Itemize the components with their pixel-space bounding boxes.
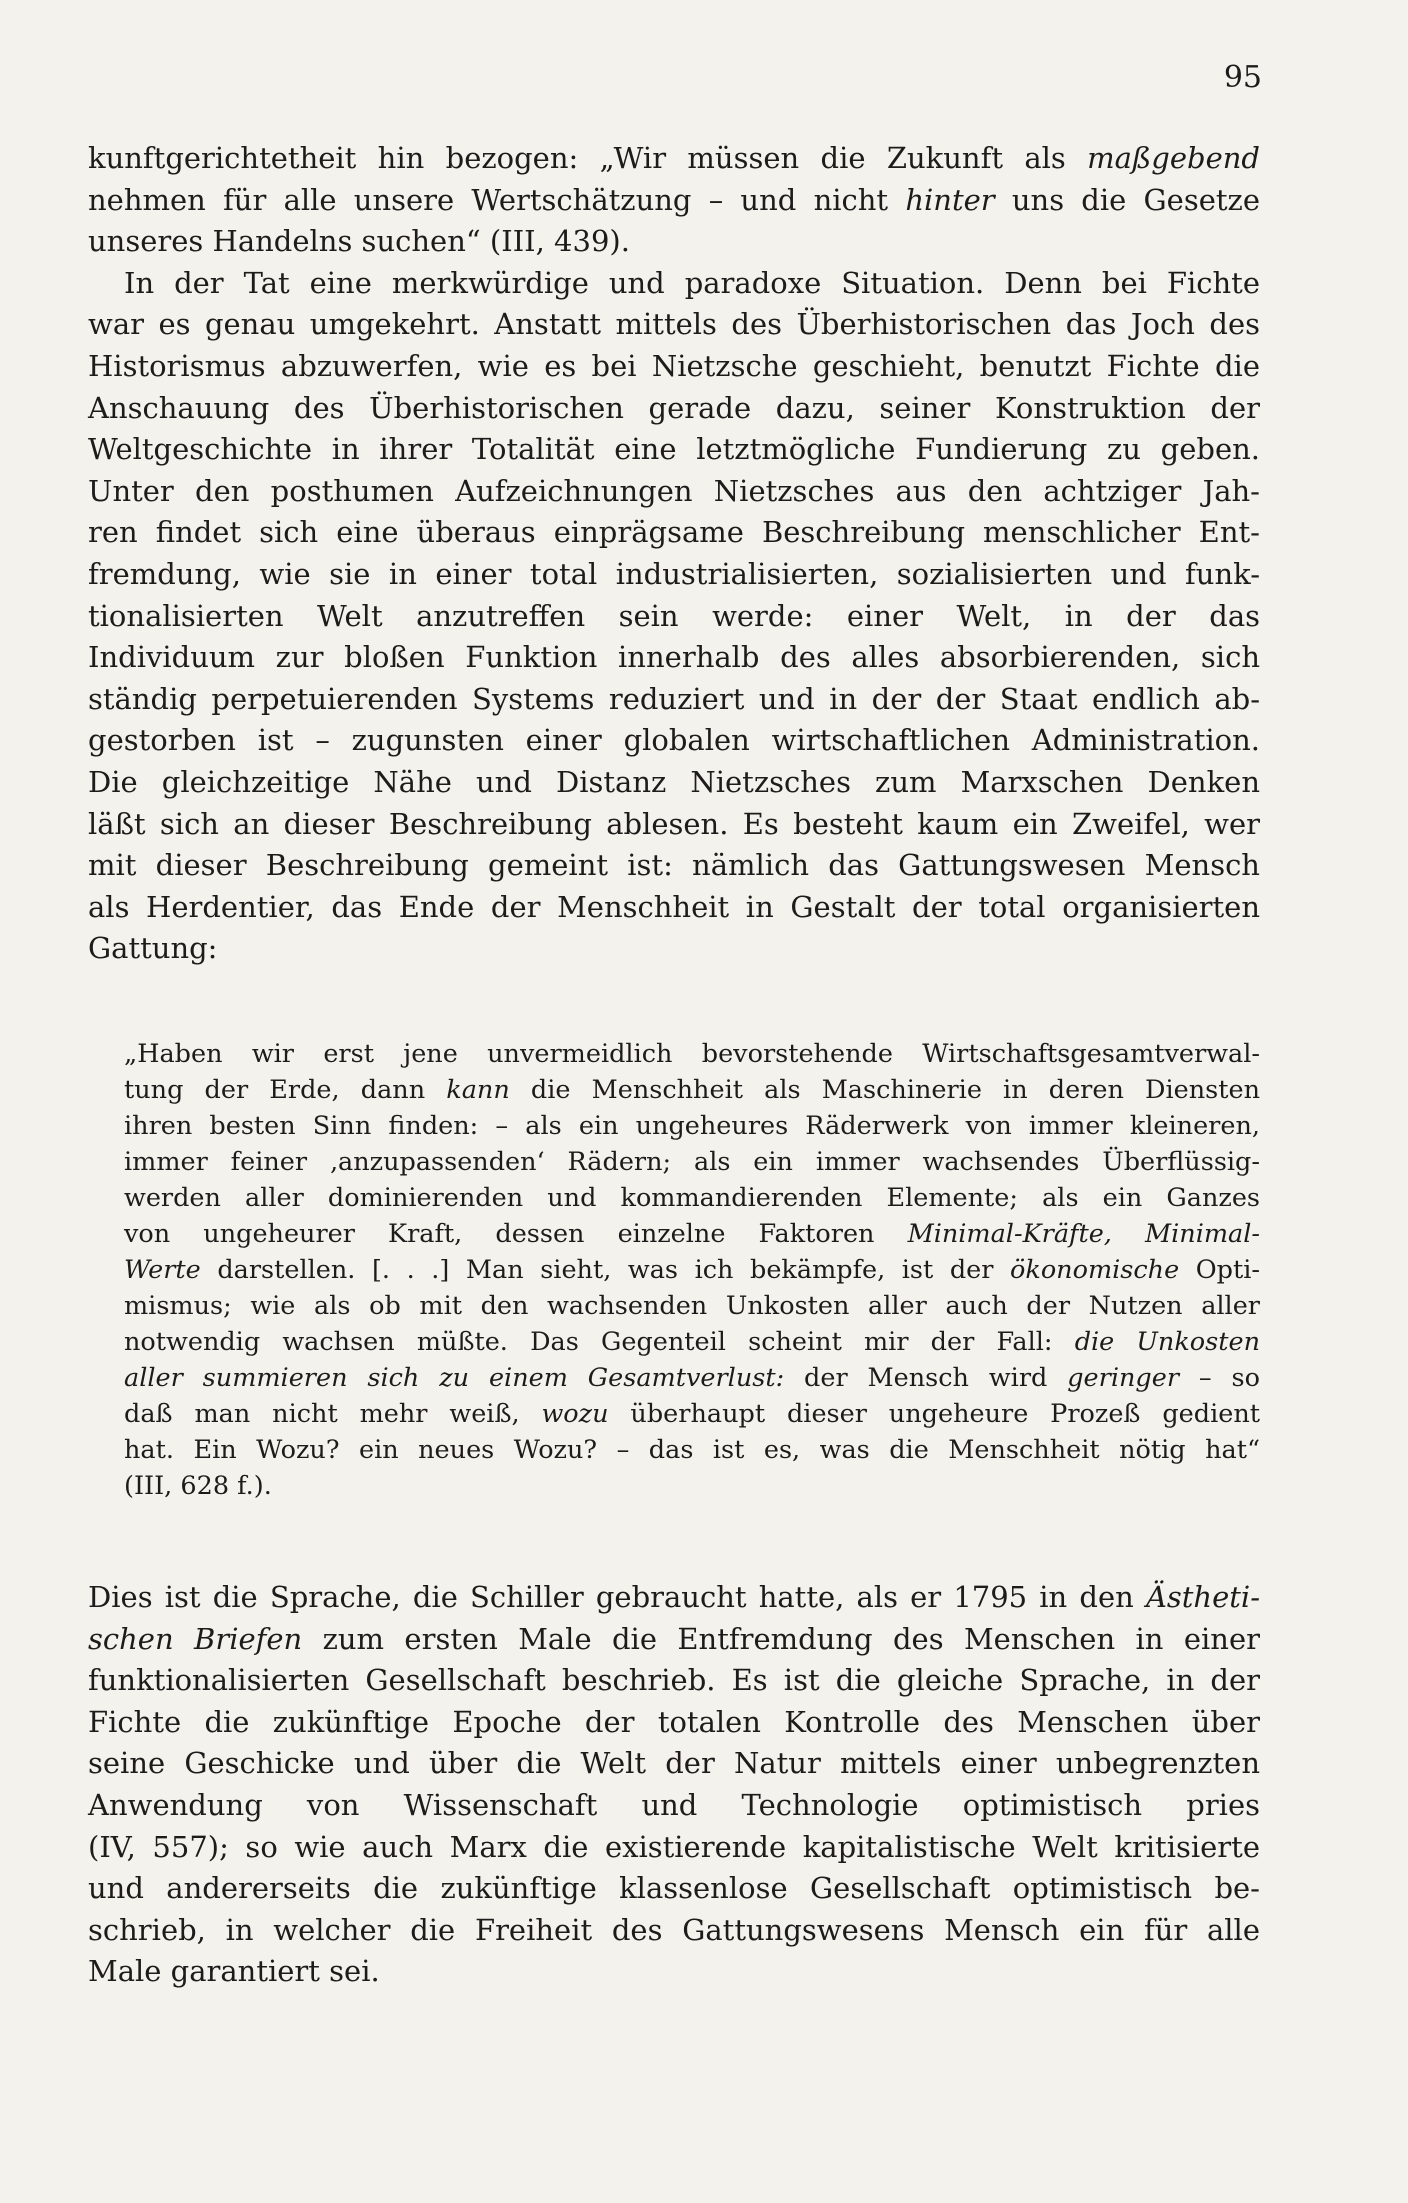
- quote-line: [124, 1396, 1260, 1432]
- text-line: [88, 388, 1260, 430]
- text-run: war es genau umgekehrt. Anstatt mittels des Überhistorischen das Joch des: [88, 307, 1260, 342]
- text-line: [88, 554, 1260, 596]
- italic-run: Ästheti-: [1145, 1580, 1260, 1614]
- text-run: Individuum zur bloßen Funktion innerhalb des alles absorbierenden, sich: [88, 640, 1260, 675]
- italic-run: schen Briefen: [88, 1621, 303, 1656]
- text-run: Fichte die zukünftige Epoche der totalen Kontrolle des Menschen über: [88, 1704, 1260, 1739]
- text-run: tionalisierten Welt anzutreffen sein werde: einer Welt, in der das: [88, 598, 1260, 633]
- text-run: Gattung:: [88, 931, 218, 966]
- italic-run: kann: [446, 1075, 510, 1105]
- text-line: [88, 304, 1260, 346]
- paragraph-1: [88, 138, 1260, 263]
- text-line: [88, 180, 1260, 222]
- text-run: kunftgerichtetheit hin bezogen: „Wir müssen die Zukunft als: [88, 141, 1088, 175]
- text-run: fremdung, wie sie in einer total industrialisierten, sozialisierten und funk-: [88, 556, 1260, 591]
- quote-line: [124, 1252, 1260, 1288]
- text-run: von ungeheurer Kraft, dessen einzelne Faktoren: [124, 1219, 908, 1249]
- text-line: [88, 637, 1260, 679]
- text-run: unseres Handelns suchen“ (III, 439).: [88, 224, 630, 259]
- text-run: Historismus abzuwerfen, wie es bei Nietzsche geschieht, benutzt Fichte die: [88, 348, 1260, 383]
- text-run: als Herdentier, das Ende der Menschheit in Gestalt der total organisierten: [88, 889, 1260, 924]
- text-line: [88, 512, 1260, 554]
- text-line: [88, 679, 1260, 721]
- paragraph-3: [88, 1577, 1260, 1993]
- text-run: hat. Ein Wozu? ein neues Wozu? – das ist es, was die Menschheit nötig hat“: [124, 1435, 1260, 1465]
- text-line: [88, 471, 1260, 513]
- page-number: 95: [1223, 60, 1262, 95]
- text-line: [88, 1743, 1260, 1785]
- text-line: [88, 845, 1260, 887]
- text-line: [88, 596, 1260, 638]
- text-run: ren findet sich eine überaus einprägsame Beschreibung menschlicher Ent-: [88, 515, 1260, 550]
- text-run: Anwendung von Wissenschaft und Technologie optimistisch pries: [88, 1787, 1260, 1822]
- quote-line: [124, 1072, 1260, 1108]
- text-line: [88, 1785, 1260, 1827]
- italic-run: aller summieren sich zu einem Gesamtverlust:: [124, 1363, 785, 1393]
- text-run: schrieb, in welcher die Freiheit des Gattungswesens Mensch ein für alle: [88, 1912, 1260, 1947]
- text-line: [88, 1577, 1260, 1619]
- text-line: [88, 221, 1260, 263]
- text-run: mit dieser Beschreibung gemeint ist: nämlich das Gattungswesen Mensch: [88, 848, 1260, 883]
- text-line: [88, 887, 1260, 929]
- text-run: Weltgeschichte in ihrer Totalität eine letztmögliche Fundierung zu geben.: [88, 432, 1260, 467]
- text-line: [88, 762, 1260, 804]
- text-line: [88, 804, 1260, 846]
- text-run: (IV, 557); so wie auch Marx die existierende kapitalistische Welt kritisierte: [88, 1829, 1260, 1864]
- text-run: gestorben ist – zugunsten einer globalen wirtschaftlichen Administration.: [88, 723, 1260, 758]
- text-run: der Mensch wird: [784, 1363, 1068, 1393]
- text-line: [88, 928, 1260, 970]
- text-run: funktionalisierten Gesellschaft beschrieb. Es ist die gleiche Sprache, in der: [88, 1663, 1260, 1698]
- text-run: Unter den posthumen Aufzeichnungen Nietzsches aus den achtziger Jah-: [88, 473, 1260, 508]
- text-run: Die gleichzeitige Nähe und Distanz Nietzsches zum Marxschen Denken: [88, 764, 1260, 799]
- quote-line: [124, 1216, 1260, 1252]
- italic-run: Werte: [124, 1255, 201, 1285]
- text-run: notwendig wachsen müßte. Das Gegenteil scheint mir der Fall:: [124, 1327, 1075, 1357]
- text-run: – so: [1179, 1363, 1260, 1393]
- quote-line: [124, 1468, 1260, 1504]
- text-run: immer feiner ‚anzupassenden‘ Rädern; als ein immer wachsendes Überflüssig-: [124, 1147, 1260, 1177]
- italic-run: Minimal-Kräfte, Minimal-: [907, 1219, 1260, 1249]
- quote-line: [124, 1144, 1260, 1180]
- block-quote: [124, 1036, 1260, 1504]
- quote-line: [124, 1360, 1260, 1396]
- text-line: [88, 1868, 1260, 1910]
- text-run: In der Tat eine merkwürdige und paradoxe Situation. Denn bei Fichte: [124, 265, 1260, 300]
- text-run: daß man nicht mehr weiß,: [124, 1399, 542, 1429]
- text-run: tung der Erde, dann: [124, 1075, 447, 1105]
- italic-run: geringer: [1067, 1363, 1180, 1393]
- text-run: werden aller dominierenden und kommandierenden Elemente; als ein Ganzes: [124, 1183, 1260, 1213]
- text-run: Dies ist die Sprache, die Schiller gebraucht hatte, als er 1795 in den: [88, 1580, 1146, 1614]
- text-line: [88, 1827, 1260, 1869]
- italic-run: hinter: [905, 182, 995, 217]
- main-text-continued: [88, 1577, 1260, 1993]
- text-line: [88, 1660, 1260, 1702]
- text-line: [88, 138, 1260, 180]
- text-run: Opti-: [1179, 1255, 1260, 1285]
- text-run: seine Geschicke und über die Welt der Natur mittels einer unbegrenzten: [88, 1746, 1260, 1781]
- italic-run: wozu: [541, 1399, 609, 1429]
- text-run: „Haben wir erst jene unvermeidlich bevorstehende Wirtschaftsgesamtverwal-: [124, 1039, 1260, 1069]
- text-run: (III, 628 f.).: [124, 1471, 272, 1501]
- text-run: überhaupt dieser ungeheure Prozeß gedient: [608, 1399, 1260, 1429]
- text-line: [88, 1619, 1260, 1661]
- text-line: [88, 346, 1260, 388]
- main-text: [88, 138, 1260, 970]
- text-line: [88, 1910, 1260, 1952]
- quote-line: [124, 1036, 1260, 1072]
- quote-line: [124, 1288, 1260, 1324]
- text-line: [88, 1951, 1260, 1993]
- italic-run: die Unkosten: [1074, 1327, 1260, 1357]
- text-run: und andererseits die zukünftige klassenlose Gesellschaft optimistisch be-: [88, 1871, 1260, 1906]
- text-run: die Menschheit als Maschinerie in deren Diensten: [509, 1075, 1260, 1105]
- text-run: ihren besten Sinn finden: – als ein ungeheures Räderwerk von immer kleineren,: [124, 1111, 1260, 1141]
- text-run: läßt sich an dieser Beschreibung ablesen. Es besteht kaum ein Zweifel, wer: [88, 806, 1260, 841]
- text-line: [88, 429, 1260, 471]
- quote-line: [124, 1432, 1260, 1468]
- text-line: [88, 720, 1260, 762]
- text-run: mismus; wie als ob mit den wachsenden Unkosten aller auch der Nutzen aller: [124, 1291, 1260, 1321]
- quote-line: [124, 1108, 1260, 1144]
- text-run: ständig perpetuierenden Systems reduziert und in der der Staat endlich ab-: [88, 681, 1260, 716]
- text-run: uns die Gesetze: [994, 182, 1260, 217]
- text-line: [88, 1702, 1260, 1744]
- text-run: zum ersten Male die Entfremdung des Menschen in einer: [302, 1621, 1260, 1656]
- italic-run: ökonomische: [1010, 1255, 1180, 1285]
- text-line: [88, 263, 1260, 305]
- text-run: Male garantiert sei.: [88, 1954, 380, 1989]
- text-run: darstellen. [. . .] Man sieht, was ich bekämpfe, ist der: [200, 1255, 1011, 1285]
- italic-run: maßgebend: [1087, 141, 1260, 175]
- quote-line: [124, 1180, 1260, 1216]
- paragraph-2: [88, 263, 1260, 970]
- text-run: Anschauung des Überhistorischen gerade dazu, seiner Konstruktion der: [88, 390, 1260, 425]
- quote-line: [124, 1324, 1260, 1360]
- text-run: nehmen für alle unsere Wertschätzung – und nicht: [88, 182, 906, 217]
